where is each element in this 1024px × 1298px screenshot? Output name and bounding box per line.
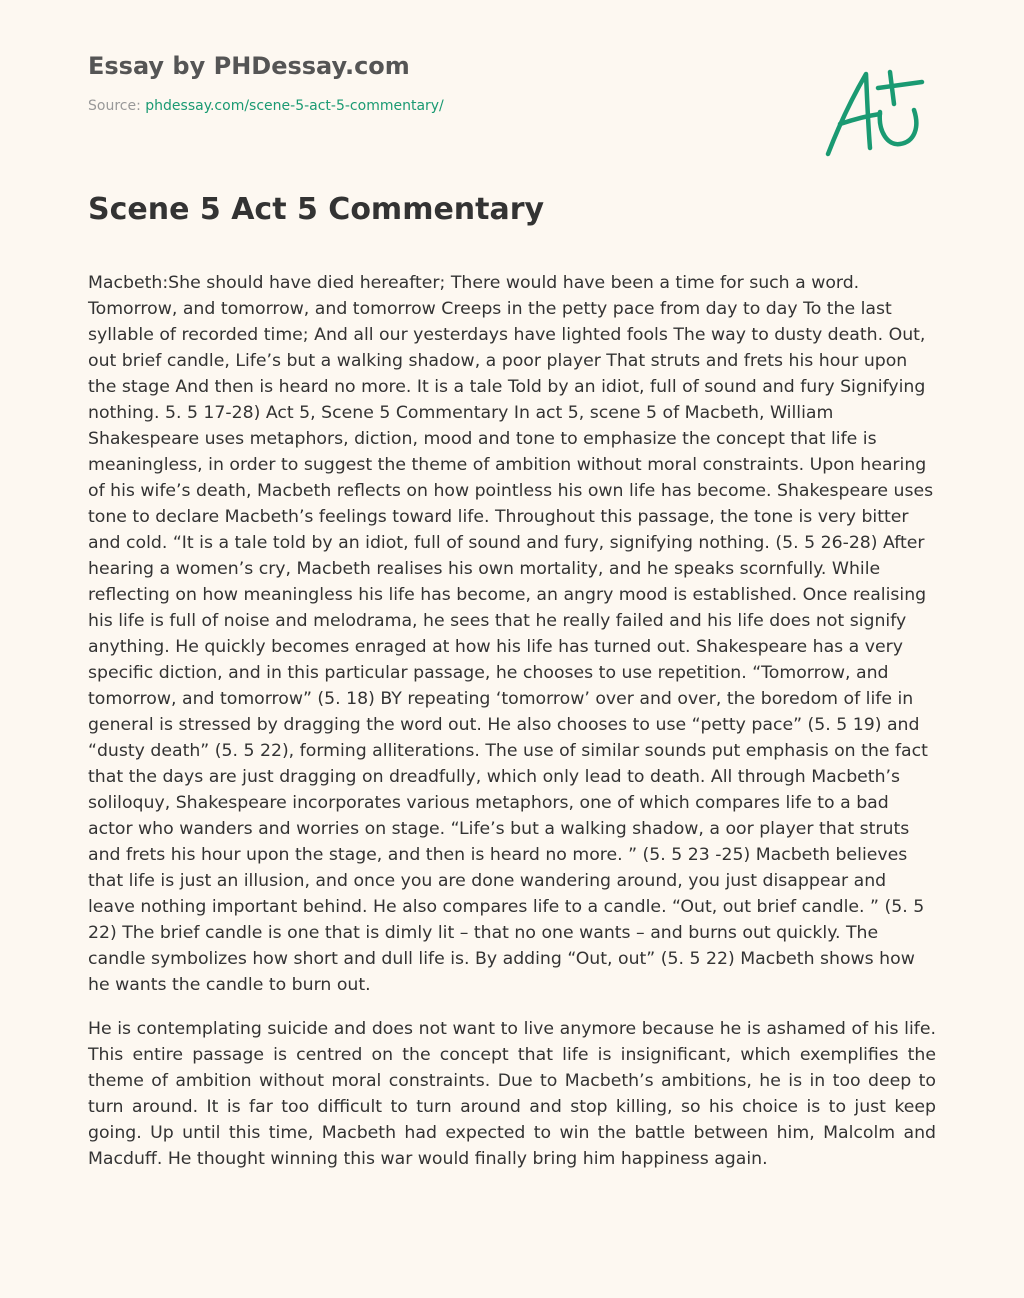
a-plus-grade-icon — [822, 62, 928, 162]
source-link[interactable]: phdessay.com/scene-5-act-5-commentary/ — [145, 98, 444, 114]
essay-paragraph-1: Macbeth:She should have died hereafter; There would have been a time for such a word. Tomorrow, and tomorrow, and tomorrow Creeps in the petty pace from day to day To the last syllable of recorded time; And all our yesterdays have lighted fools The way to dusty death. Out, out brief candle, Life’s but a walking shadow, a poor player That struts and frets his hour upon the stage And then is heard no more. It is a tale Told by an idiot, full of sound and fury Signifying nothing. 5. 5 17-28) Act 5, Scene 5 Commentary In act 5, scene 5 of Macbeth, William Shakespeare uses metaphors, diction, mood and tone to emphasize the concept that life is meaningless, in order to suggest the theme of ambition without moral constraints. Upon hearing of his wife’s death, Macbeth reflects on how pointless his own life has become. Shakespeare uses tone to declare Macbeth’s feelings toward life. Throughout this passage, the tone is very bitter and cold. “It is a tale told by an idiot, full of sound and fury, signifying nothing. (5. 5 26-28) After hearing a women’s cry, Macbeth realises his own mortality, and he speaks scornfully. While reflecting on how meaningless his life has become, an angry mood is established. Once realising his life is full of noise and melodrama, he sees that he really failed and his life does not signify anything. He quickly becomes enraged at how his life has turned out. Shakespeare has a very specific diction, and in this particular passage, he chooses to use repetition. “Tomorrow, and tomorrow, and tomorrow” (5. 18) BY repeating ‘tomorrow’ over and over, the boredom of life in general is stressed by dragging the word out. He also chooses to use “petty pace” (5. 5 19) and “dusty death” (5. 5 22), forming alliterations. The use of similar sounds put emphasis on the fact that the days are just dragging on dreadfully, which only lead to death. All through Macbeth’s soliloquy, Shakespeare incorporates various metaphors, one of which compares life to a bad actor who wanders and worries on stage. “Life’s but a walking shadow, a oor player that struts and frets his hour upon the stage, and then is heard no more. ” (5. 5 23 -25) Macbeth believes that life is just an illusion, and once you are done wandering around, you just disappear and leave nothing important behind. He also compares life to a candle. “Out, out brief candle. ” (5. 5 22) The brief candle is one that is dimly lit – that no one wants – and burns out quickly. The candle symbolizes how short and dull life is. By adding “Out, out” (5. 5 22) Macbeth shows how he wants the candle to burn out. — [88, 273, 934, 995]
page-header — [88, 50, 788, 115]
essay-body — [88, 270, 936, 1190]
essay-paragraph-2: He is contemplating suicide and does not want to live anymore because he is ashamed of his life. This entire passage is centred on the concept that life is insignificant, which exemplifies the theme of ambition without moral constraints. Due to Macbeth’s ambitions, he is in too deep to turn around. It is far too difficult to turn around and stop killing, so his choice is to just keep going. Up until this time, Macbeth had expected to win the battle between him, Malcolm and Macduff. He thought winning this war would finally bring him happiness again. — [88, 1019, 936, 1169]
source-line — [88, 97, 788, 115]
source-label: Source: — [88, 98, 141, 114]
site-brand: Essay by PHDessay.com — [88, 52, 410, 80]
essay-title: Scene 5 Act 5 Commentary — [88, 192, 545, 227]
